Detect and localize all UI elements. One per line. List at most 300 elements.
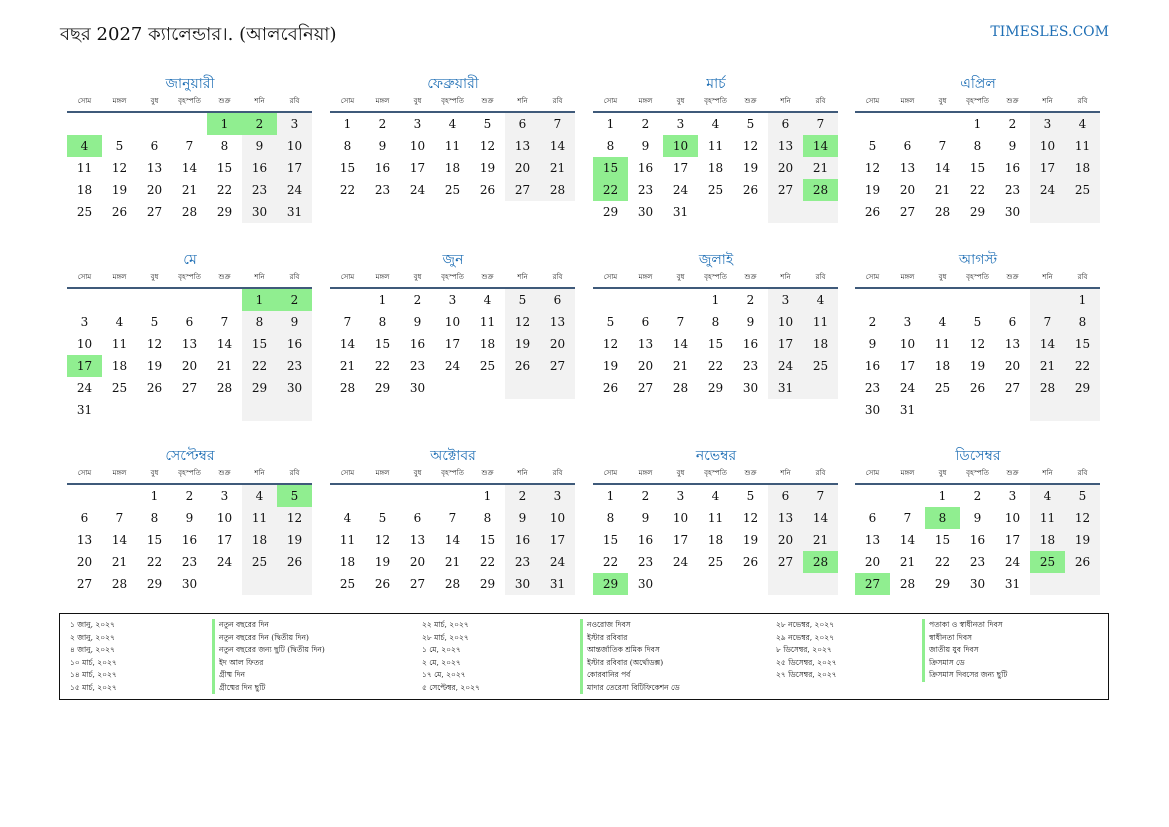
day-cell: 14 [803, 135, 838, 157]
day-cell: 18 [339, 555, 356, 569]
day-cell: 31 [540, 573, 575, 595]
days-grid [855, 113, 1101, 223]
day-cell: 28 [444, 577, 461, 591]
days-grid [330, 485, 576, 595]
day-cell: 1 [378, 293, 387, 307]
weekday-label: শুক্র [744, 97, 757, 105]
day-cell: 26 [742, 555, 759, 569]
day-cell: 21 [672, 359, 689, 373]
day-cell: 14 [540, 135, 575, 157]
weekday-label: মঙ্গল [112, 469, 127, 477]
day-cell: 11 [1030, 507, 1065, 529]
weekday-header [593, 271, 839, 284]
day-cell: 5 [973, 315, 982, 329]
empty-cell [995, 289, 1030, 311]
day-cell: 31 [899, 403, 916, 417]
day-cell: 13 [637, 337, 654, 351]
day-cell: 20 [768, 529, 803, 551]
day-cell: 14 [339, 337, 356, 351]
day-cell: 25 [707, 555, 724, 569]
day-cell: 11 [707, 139, 724, 153]
empty-cell [102, 399, 137, 421]
day-cell: 9 [746, 315, 755, 329]
day-cell: 7 [903, 511, 912, 525]
day-cell: 5 [150, 315, 159, 329]
day-cell: 30 [505, 573, 540, 595]
day-cell: 10 [277, 135, 312, 157]
site-link[interactable]: TIMESLES.COM [990, 24, 1109, 40]
weekday-label: শুক্র [481, 469, 494, 477]
day-cell: 9 [505, 507, 540, 529]
day-cell: 10 [1004, 511, 1021, 525]
day-cell: 5 [1065, 485, 1100, 507]
day-cell: 5 [378, 511, 387, 525]
empty-cell [330, 289, 365, 311]
month-name: সেপ্টেম্বর [165, 448, 215, 464]
weekday-label: শুক্র [1006, 469, 1019, 477]
day-cell: 20 [146, 183, 163, 197]
holiday-date: ৫ সেপ্টেম্বর, ২০২৭ [422, 682, 480, 692]
empty-cell [67, 113, 102, 135]
weekday-label: রবি [815, 97, 826, 105]
day-cell: 7 [115, 511, 124, 525]
day-cell: 17 [216, 533, 233, 547]
day-cell: 25 [803, 355, 838, 377]
day-cell: 23 [409, 359, 426, 373]
weekday-label: মঙ্গল [638, 97, 653, 105]
day-cell: 8 [150, 511, 159, 525]
holiday-date: ১ জানু, ২০২৭ [70, 620, 115, 629]
holiday-date: ১ মে, ২০২৭ [422, 645, 461, 654]
day-cell: 26 [864, 205, 881, 219]
day-cell: 19 [111, 183, 128, 197]
empty-cell [207, 399, 242, 421]
day-cell: 21 [339, 359, 356, 373]
day-cell: 8 [483, 511, 492, 525]
empty-cell [137, 399, 172, 421]
weekday-label: সোম [77, 469, 92, 477]
day-cell: 20 [505, 157, 540, 179]
day-cell: 25 [479, 359, 496, 373]
weekday-label: সোম [340, 469, 355, 477]
day-cell: 10 [216, 511, 233, 525]
empty-cell [995, 399, 1030, 421]
days-grid [593, 485, 839, 595]
day-cell: 19 [374, 555, 391, 569]
day-cell: 23 [1004, 183, 1021, 197]
day-cell: 2 [641, 489, 650, 503]
weekday-label: শনি [517, 469, 528, 477]
days-grid [593, 289, 839, 399]
day-cell: 16 [181, 533, 198, 547]
day-cell: 22 [602, 555, 619, 569]
day-cell: 25 [444, 183, 461, 197]
weekday-label: বৃহস্পতি [704, 97, 727, 105]
empty-cell [1030, 289, 1065, 311]
day-cell: 10 [663, 135, 698, 157]
month-block [855, 73, 1101, 223]
day-cell: 11 [76, 161, 93, 175]
weekday-header [593, 467, 839, 480]
weekday-label: শনি [1042, 273, 1053, 281]
day-cell: 12 [277, 507, 312, 529]
empty-cell [1065, 201, 1100, 223]
holiday-name: কোরবানির পর্ব [580, 669, 680, 682]
weekday-label: রবি [815, 273, 826, 281]
weekday-label: মঙ্গল [900, 97, 915, 105]
weekday-label: বুধ [150, 273, 159, 281]
day-cell: 2 [378, 117, 387, 131]
day-cell: 15 [602, 533, 619, 547]
day-cell: 5 [746, 489, 755, 503]
day-cell: 12 [742, 139, 759, 153]
day-cell: 28 [339, 381, 356, 395]
day-cell: 5 [606, 315, 615, 329]
day-cell: 3 [676, 117, 685, 131]
day-cell: 3 [903, 315, 912, 329]
empty-cell [435, 377, 470, 399]
day-cell: 10 [409, 139, 426, 153]
day-cell: 16 [1004, 161, 1021, 175]
empty-cell [1065, 399, 1100, 421]
empty-cell [855, 113, 890, 135]
day-cell: 18 [242, 529, 277, 551]
day-cell: 6 [903, 139, 912, 153]
empty-cell [855, 289, 890, 311]
day-cell: 25 [111, 381, 128, 395]
day-cell: 28 [934, 205, 951, 219]
day-cell: 1 [938, 489, 947, 503]
empty-cell [890, 485, 925, 507]
day-cell: 8 [711, 315, 720, 329]
weekday-label: মঙ্গল [638, 469, 653, 477]
weekday-label: রবি [1077, 97, 1088, 105]
month-block [330, 445, 576, 595]
day-cell: 4 [711, 489, 720, 503]
holiday-date: ১৪ মার্চ, ২০২৭ [70, 670, 117, 679]
day-cell: 6 [80, 511, 89, 525]
weekday-label: বৃহস্পতি [441, 273, 464, 281]
day-cell: 29 [146, 577, 163, 591]
day-cell: 2 [185, 489, 194, 503]
month-name: মার্চ [706, 76, 726, 92]
day-cell: 10 [899, 337, 916, 351]
day-cell: 2 [641, 117, 650, 131]
weekday-header [67, 95, 313, 108]
month-block [330, 73, 576, 201]
day-cell: 2 [973, 489, 982, 503]
day-cell: 28 [803, 551, 838, 573]
day-cell: 3 [220, 489, 229, 503]
day-cell: 22 [242, 355, 277, 377]
holiday-date: ২৮ মার্চ, ২০২৭ [422, 632, 469, 642]
day-cell: 11 [242, 507, 277, 529]
weekday-label: বৃহস্পতি [178, 469, 201, 477]
weekday-label: বুধ [150, 97, 159, 105]
weekday-label: রবি [815, 469, 826, 477]
day-cell: 14 [181, 161, 198, 175]
day-cell: 17 [409, 161, 426, 175]
day-cell: 15 [1065, 333, 1100, 355]
day-cell: 12 [111, 161, 128, 175]
day-cell: 17 [1030, 157, 1065, 179]
day-cell: 5 [868, 139, 877, 153]
day-cell: 7 [448, 511, 457, 525]
day-cell: 6 [150, 139, 159, 153]
day-cell: 21 [899, 555, 916, 569]
day-cell: 17 [67, 355, 102, 377]
weekday-label: শনি [780, 273, 791, 281]
day-cell: 19 [505, 333, 540, 355]
weekday-label: মঙ্গল [638, 273, 653, 281]
day-cell: 23 [969, 555, 986, 569]
day-cell: 16 [242, 157, 277, 179]
empty-cell [733, 201, 768, 223]
day-cell: 21 [803, 157, 838, 179]
day-cell: 18 [934, 359, 951, 373]
weekday-label: শনি [1042, 469, 1053, 477]
weekday-label: বৃহস্পতি [704, 469, 727, 477]
month-block [330, 249, 576, 399]
day-cell: 14 [111, 533, 128, 547]
day-cell: 26 [479, 183, 496, 197]
day-cell: 27 [505, 179, 540, 201]
empty-cell [768, 201, 803, 223]
empty-cell [925, 113, 960, 135]
day-cell: 16 [277, 333, 312, 355]
weekday-label: শুক্র [481, 273, 494, 281]
weekday-label: রবি [1077, 273, 1088, 281]
day-cell: 29 [593, 573, 628, 595]
day-cell: 21 [444, 555, 461, 569]
day-cell: 20 [864, 555, 881, 569]
day-cell: 8 [606, 511, 615, 525]
day-cell: 21 [1030, 355, 1065, 377]
month-name: জানুয়ারী [165, 76, 215, 92]
day-cell: 16 [637, 533, 654, 547]
day-cell: 24 [768, 355, 803, 377]
day-cell: 22 [216, 183, 233, 197]
days-grid [330, 289, 576, 399]
day-cell: 14 [934, 161, 951, 175]
day-cell: 7 [540, 113, 575, 135]
empty-cell [1030, 201, 1065, 223]
weekday-header [67, 467, 313, 480]
weekday-label: বুধ [413, 469, 422, 477]
day-cell: 6 [768, 113, 803, 135]
day-cell: 21 [181, 183, 198, 197]
day-cell: 27 [146, 205, 163, 219]
empty-cell [663, 573, 698, 595]
weekday-label: শনি [254, 273, 265, 281]
empty-cell [67, 485, 102, 507]
day-cell: 29 [216, 205, 233, 219]
day-cell: 21 [934, 183, 951, 197]
day-cell: 9 [973, 511, 982, 525]
weekday-label: শনি [780, 97, 791, 105]
weekday-label: রবি [289, 273, 300, 281]
day-cell: 17 [1004, 533, 1021, 547]
day-cell: 16 [637, 161, 654, 175]
day-cell: 3 [540, 485, 575, 507]
day-cell: 18 [707, 533, 724, 547]
holiday-date: ২৮ নভেম্বর, ২০২৭ [776, 620, 835, 629]
weekday-label: শুক্র [744, 469, 757, 477]
weekday-label: বৃহস্পতি [966, 469, 989, 477]
day-cell: 19 [742, 161, 759, 175]
day-cell: 1 [606, 117, 615, 131]
holiday-name: জাতীয় যুব দিবস [922, 644, 1007, 657]
day-cell: 15 [934, 533, 951, 547]
day-cell: 30 [742, 381, 759, 395]
day-cell: 1 [711, 293, 720, 307]
empty-cell [277, 399, 312, 421]
day-cell: 14 [1030, 333, 1065, 355]
weekday-header [855, 271, 1101, 284]
empty-cell [277, 573, 312, 595]
empty-cell [803, 377, 838, 399]
holiday-names-column [922, 619, 1007, 682]
weekday-label: রবি [552, 469, 563, 477]
empty-cell [960, 289, 995, 311]
day-cell: 20 [899, 183, 916, 197]
day-cell: 23 [242, 179, 277, 201]
weekday-label: সোম [603, 97, 618, 105]
day-cell: 1 [483, 489, 492, 503]
holiday-date: ১৫ মার্চ, ২০২৭ [70, 682, 117, 692]
day-cell: 11 [934, 337, 951, 351]
day-cell: 26 [969, 381, 986, 395]
day-cell: 22 [146, 555, 163, 569]
holiday-name: ইস্টার রবিবার [580, 632, 680, 645]
day-cell: 1 [606, 489, 615, 503]
day-cell: 14 [444, 533, 461, 547]
day-cell: 17 [672, 533, 689, 547]
day-cell: 9 [641, 511, 650, 525]
empty-cell [733, 573, 768, 595]
holiday-name: আন্তর্জাতিক শ্রমিক দিবস [580, 644, 680, 657]
day-cell: 2 [413, 293, 422, 307]
days-grid [855, 289, 1101, 421]
day-cell: 30 [637, 205, 654, 219]
day-cell: 19 [277, 529, 312, 551]
day-cell: 6 [641, 315, 650, 329]
day-cell: 19 [1065, 529, 1100, 551]
day-cell: 4 [242, 485, 277, 507]
weekday-header [330, 467, 576, 480]
day-cell: 6 [868, 511, 877, 525]
weekday-label: মঙ্গল [375, 273, 390, 281]
day-cell: 26 [277, 551, 312, 573]
holiday-date: ১৭ মে, ২০২৭ [422, 670, 466, 679]
weekday-header [67, 271, 313, 284]
day-cell: 9 [185, 511, 194, 525]
empty-cell [207, 573, 242, 595]
day-cell: 4 [115, 315, 124, 329]
month-name: মে [183, 252, 197, 268]
day-cell: 7 [676, 315, 685, 329]
day-cell: 29 [374, 381, 391, 395]
day-cell: 11 [339, 533, 356, 547]
weekday-label: শুক্র [218, 97, 231, 105]
empty-cell [1030, 573, 1065, 595]
day-cell: 6 [185, 315, 194, 329]
day-cell: 2 [277, 289, 312, 311]
holiday-name: গ্রীষ্ম দিন [212, 669, 325, 682]
day-cell: 16 [505, 529, 540, 551]
weekday-label: সোম [340, 97, 355, 105]
day-cell: 26 [602, 381, 619, 395]
day-cell: 5 [746, 117, 755, 131]
day-cell: 30 [409, 381, 426, 395]
day-cell: 15 [242, 333, 277, 355]
empty-cell [855, 485, 890, 507]
day-cell: 22 [339, 183, 356, 197]
day-cell: 9 [868, 337, 877, 351]
month-block [593, 73, 839, 223]
day-cell: 27 [1004, 381, 1021, 395]
day-cell: 24 [899, 381, 916, 395]
day-cell: 27 [540, 355, 575, 377]
day-cell: 31 [76, 403, 93, 417]
day-cell: 28 [803, 179, 838, 201]
empty-cell [137, 289, 172, 311]
day-cell: 13 [181, 337, 198, 351]
day-cell: 24 [672, 183, 689, 197]
empty-cell [890, 113, 925, 135]
day-cell: 20 [181, 359, 198, 373]
day-cell: 7 [803, 485, 838, 507]
day-cell: 15 [969, 161, 986, 175]
day-cell: 17 [540, 529, 575, 551]
day-cell: 2 [1008, 117, 1017, 131]
day-cell: 24 [1030, 179, 1065, 201]
day-cell: 30 [969, 577, 986, 591]
day-cell: 11 [1065, 135, 1100, 157]
day-cell: 3 [277, 113, 312, 135]
weekday-label: শনি [254, 97, 265, 105]
holiday-name: ক্রিসমাস দিবসের জন্য ছুটি [922, 669, 1007, 682]
day-cell: 1 [1065, 289, 1100, 311]
day-cell: 25 [934, 381, 951, 395]
day-cell: 22 [707, 359, 724, 373]
day-cell: 3 [1008, 489, 1017, 503]
day-cell: 6 [413, 511, 422, 525]
weekday-label: বৃহস্পতি [178, 273, 201, 281]
empty-cell [102, 485, 137, 507]
day-cell: 9 [413, 315, 422, 329]
day-cell: 20 [1004, 359, 1021, 373]
day-cell: 8 [606, 139, 615, 153]
weekday-label: সোম [340, 273, 355, 281]
weekday-label: রবি [1077, 469, 1088, 477]
day-cell: 12 [864, 161, 881, 175]
empty-cell [102, 289, 137, 311]
day-cell: 22 [969, 183, 986, 197]
day-cell: 23 [637, 183, 654, 197]
empty-cell [1030, 399, 1065, 421]
day-cell: 7 [343, 315, 352, 329]
day-cell: 7 [220, 315, 229, 329]
day-cell: 10 [768, 311, 803, 333]
holiday-names-column [212, 619, 325, 694]
weekday-header [330, 271, 576, 284]
month-block [593, 445, 839, 595]
weekday-label: মঙ্গল [900, 273, 915, 281]
day-cell: 2 [746, 293, 755, 307]
weekday-label: বুধ [938, 97, 947, 105]
day-cell: 31 [277, 201, 312, 223]
